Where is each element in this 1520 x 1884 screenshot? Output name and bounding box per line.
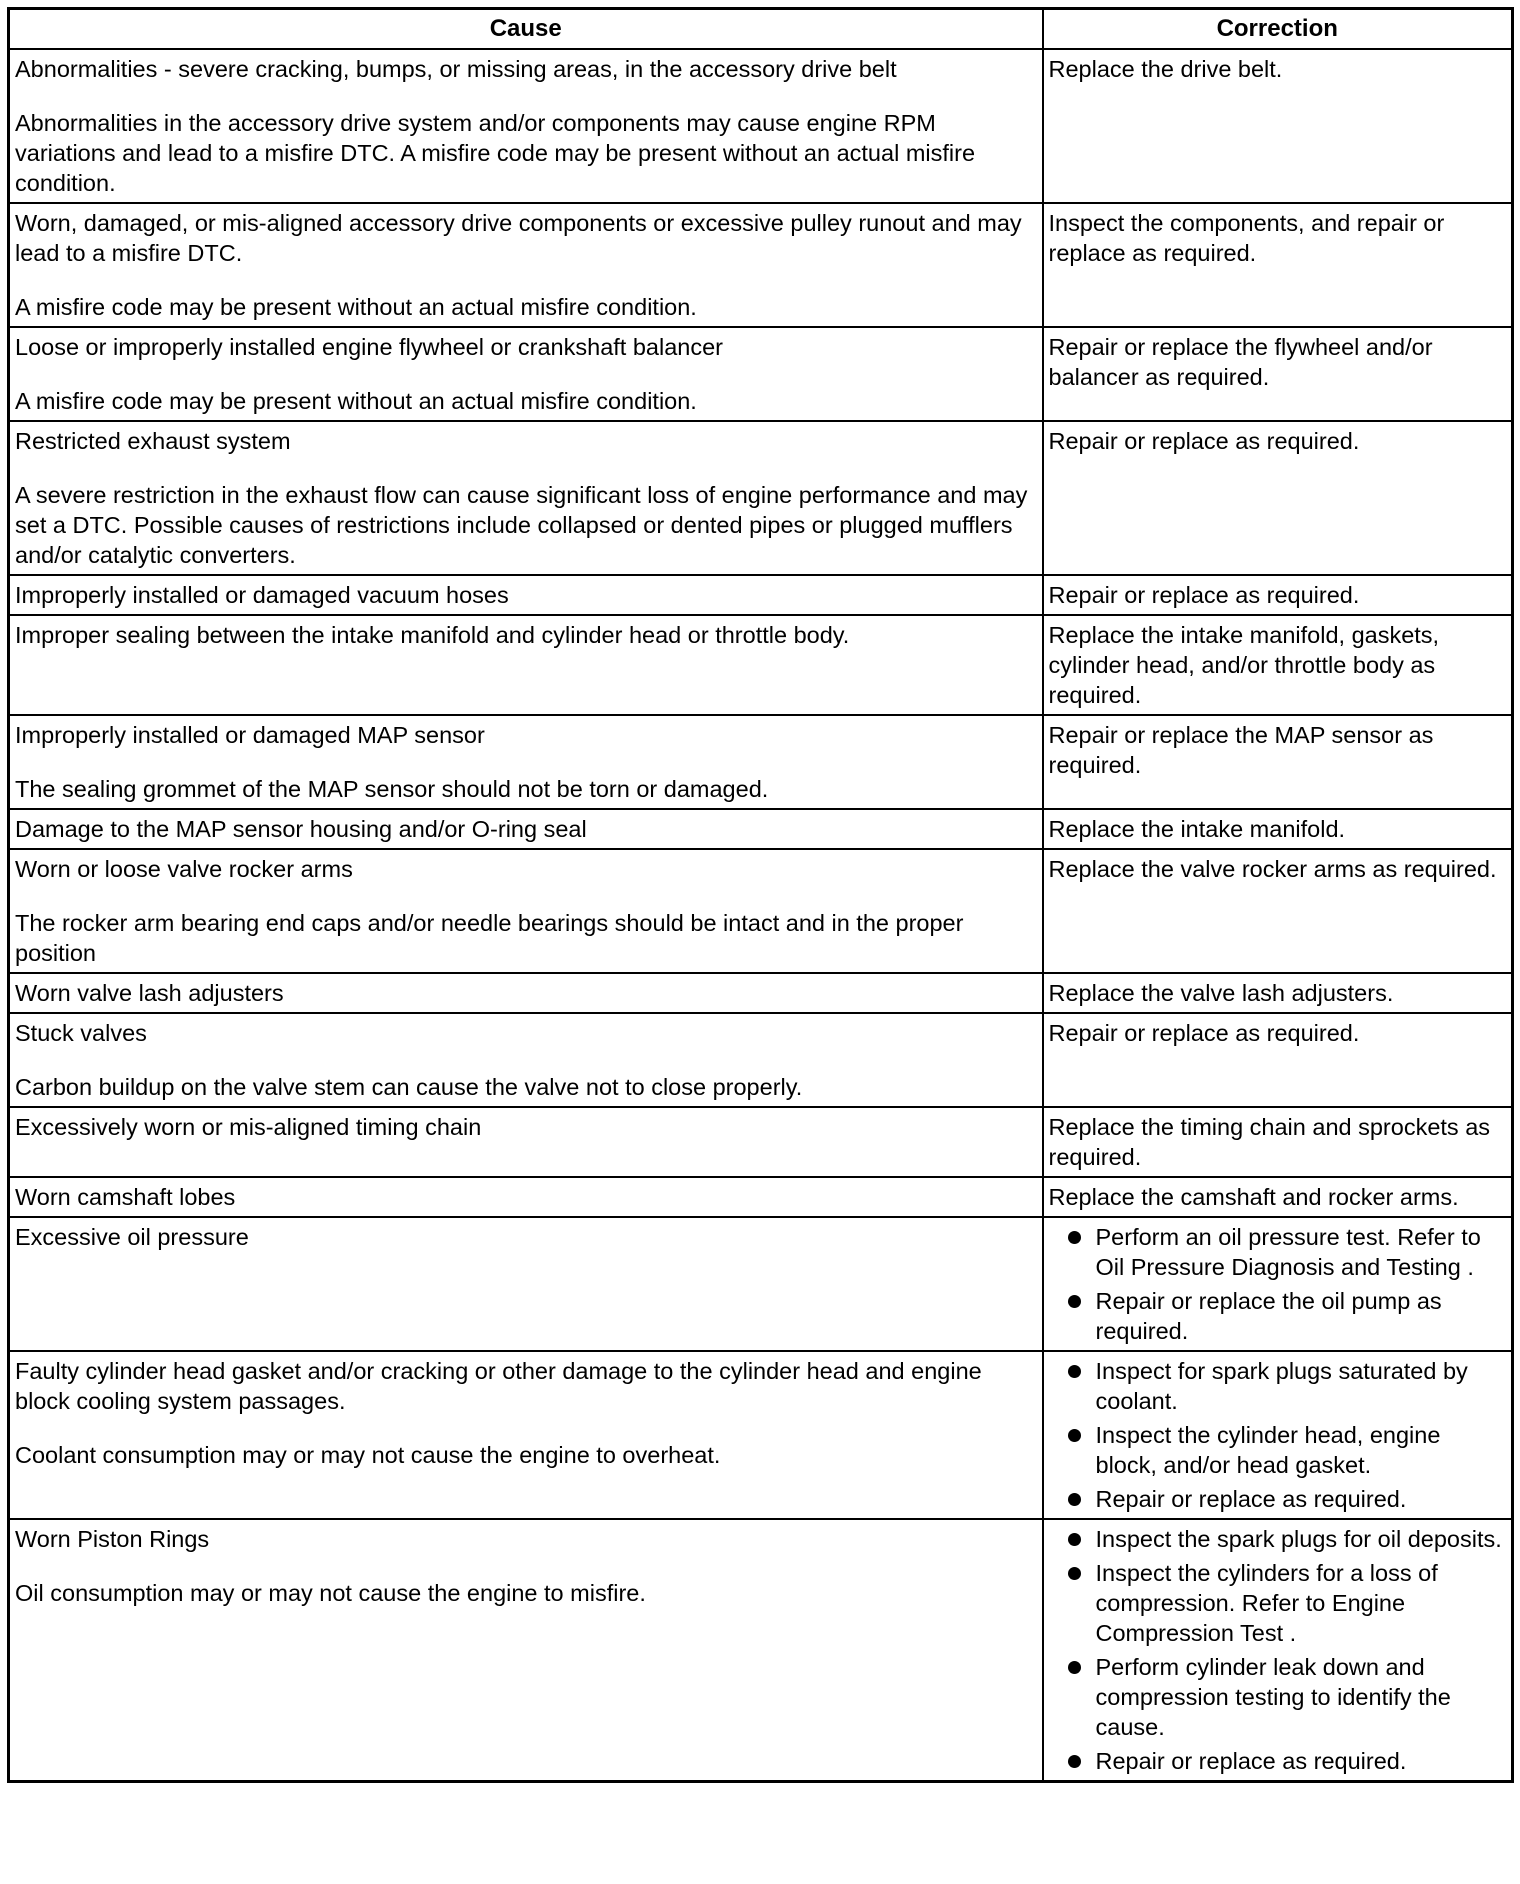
correction-text: Replace the drive belt. <box>1048 56 1283 82</box>
correction-bullet-list <box>1049 1524 1506 1776</box>
correction-bullet-item: Inspect for spark plugs saturated by coolant. <box>1049 1356 1506 1416</box>
correction-bullet-list <box>1049 1222 1506 1346</box>
correction-text: Repair or replace the flywheel and/or balancer as required. <box>1048 334 1433 390</box>
table-row <box>9 715 1513 809</box>
header-row <box>9 9 1513 50</box>
table-row <box>9 849 1513 973</box>
cause-text: Worn camshaft lobes <box>15 1184 236 1210</box>
cause-cell <box>9 973 1043 1013</box>
cause-cell <box>9 1351 1043 1519</box>
cause-cell <box>9 615 1043 715</box>
correction-bullet-item: Perform an oil pressure test. Refer to Oil Pressure Diagnosis and Testing . <box>1049 1222 1506 1282</box>
cause-note: Abnormalities in the accessory drive system and/or components may cause engine RPM variations and lead to a misfire DTC. A misfire code may be present without an actual misfire condition. <box>15 110 976 196</box>
table-row <box>9 1177 1513 1217</box>
cause-note: The sealing grommet of the MAP sensor should not be torn or damaged. <box>15 776 769 802</box>
cause-cell <box>9 49 1043 203</box>
table-row <box>9 1519 1513 1782</box>
cause-text: Worn, damaged, or mis-aligned accessory drive components or excessive pulley runout and may lead to a misfire DTC. <box>15 210 1022 266</box>
cause-text: Worn or loose valve rocker arms <box>15 856 353 882</box>
cause-cell <box>9 203 1043 327</box>
cause-text: Damage to the MAP sensor housing and/or O-ring seal <box>15 816 587 842</box>
correction-cell <box>1043 1217 1513 1351</box>
cause-cell <box>9 849 1043 973</box>
correction-text: Replace the valve rocker arms as required. <box>1048 856 1497 882</box>
cause-note: A misfire code may be present without an actual misfire condition. <box>15 294 697 320</box>
diagnostic-document <box>7 7 1511 1783</box>
cause-text: Abnormalities - severe cracking, bumps, or missing areas, in the accessory drive belt <box>15 56 897 82</box>
correction-text: Replace the timing chain and sprockets as required. <box>1048 1114 1491 1170</box>
cause-note: The rocker arm bearing end caps and/or needle bearings should be intact and in the proper position <box>15 910 964 966</box>
cause-note: Coolant consumption may or may not cause the engine to overheat. <box>15 1442 721 1468</box>
cause-note: A misfire code may be present without an actual misfire condition. <box>15 388 697 414</box>
correction-cell <box>1043 849 1513 973</box>
correction-text: Inspect the components, and repair or replace as required. <box>1048 210 1445 266</box>
cause-text: Excessive oil pressure <box>15 1224 249 1250</box>
correction-text: Repair or replace as required. <box>1048 1020 1360 1046</box>
table-row <box>9 49 1513 203</box>
table-row <box>9 575 1513 615</box>
cause-text: Worn Piston Rings <box>15 1526 210 1552</box>
cause-cell <box>9 809 1043 849</box>
correction-column-header: Correction <box>1043 9 1513 50</box>
correction-cell <box>1043 327 1513 421</box>
cause-cell <box>9 1177 1043 1217</box>
correction-cell <box>1043 203 1513 327</box>
cause-text: Stuck valves <box>15 1020 147 1046</box>
table-row <box>9 1013 1513 1107</box>
correction-bullet-item: Repair or replace the oil pump as required. <box>1049 1286 1506 1346</box>
cause-cell <box>9 575 1043 615</box>
table-row <box>9 421 1513 575</box>
correction-bullet-item: Repair or replace as required. <box>1049 1746 1506 1776</box>
cause-cell <box>9 421 1043 575</box>
cause-text: Improperly installed or damaged MAP sensor <box>15 722 485 748</box>
table-row <box>9 1107 1513 1177</box>
cause-text: Excessively worn or mis-aligned timing chain <box>15 1114 482 1140</box>
correction-cell <box>1043 575 1513 615</box>
correction-bullet-item: Inspect the cylinder head, engine block, and/or head gasket. <box>1049 1420 1506 1480</box>
correction-text: Replace the intake manifold, gaskets, cylinder head, and/or throttle body as required. <box>1048 622 1440 708</box>
cause-text: Improper sealing between the intake manifold and cylinder head or throttle body. <box>15 622 850 648</box>
table-row <box>9 203 1513 327</box>
correction-text: Repair or replace as required. <box>1048 582 1360 608</box>
cause-cell <box>9 1217 1043 1351</box>
correction-cell <box>1043 1177 1513 1217</box>
correction-cell <box>1043 715 1513 809</box>
correction-bullet-item: Inspect the cylinders for a loss of compression. Refer to Engine Compression Test . <box>1049 1558 1506 1648</box>
table-row <box>9 1351 1513 1519</box>
correction-cell <box>1043 615 1513 715</box>
cause-note: A severe restriction in the exhaust flow can cause significant loss of engine performance and may set a DTC. Possible causes of restrictions include collapsed or dented pipes or plugged mufflers and/or catalytic converters. <box>15 482 1028 568</box>
cause-text: Worn valve lash adjusters <box>15 980 284 1006</box>
cause-cell <box>9 327 1043 421</box>
cause-text: Improperly installed or damaged vacuum hoses <box>15 582 509 608</box>
cause-cell <box>9 1519 1043 1782</box>
correction-text: Replace the camshaft and rocker arms. <box>1048 1184 1459 1210</box>
cause-cell <box>9 1013 1043 1107</box>
cause-note: Oil consumption may or may not cause the engine to misfire. <box>15 1580 646 1606</box>
table-row <box>9 327 1513 421</box>
correction-cell <box>1043 1107 1513 1177</box>
correction-bullet-item: Repair or replace as required. <box>1049 1484 1506 1514</box>
table-row <box>9 809 1513 849</box>
correction-text: Replace the intake manifold. <box>1048 816 1346 842</box>
cause-correction-table <box>7 7 1514 1783</box>
correction-bullet-item: Perform cylinder leak down and compression testing to identify the cause. <box>1049 1652 1506 1742</box>
correction-cell <box>1043 973 1513 1013</box>
correction-cell <box>1043 1519 1513 1782</box>
correction-cell <box>1043 1013 1513 1107</box>
correction-text: Repair or replace as required. <box>1048 428 1360 454</box>
cause-cell <box>9 715 1043 809</box>
cause-note: Carbon buildup on the valve stem can cause the valve not to close properly. <box>15 1074 803 1100</box>
correction-cell <box>1043 49 1513 203</box>
cause-column-header: Cause <box>9 9 1043 50</box>
correction-cell <box>1043 421 1513 575</box>
table-row <box>9 1217 1513 1351</box>
table-row <box>9 615 1513 715</box>
cause-text: Faulty cylinder head gasket and/or cracking or other damage to the cylinder head and engine block cooling system passages. <box>15 1358 982 1414</box>
cause-text: Restricted exhaust system <box>15 428 291 454</box>
table-row <box>9 973 1513 1013</box>
correction-bullet-list <box>1049 1356 1506 1514</box>
correction-text: Repair or replace the MAP sensor as required. <box>1048 722 1434 778</box>
correction-cell <box>1043 809 1513 849</box>
correction-text: Replace the valve lash adjusters. <box>1048 980 1394 1006</box>
cause-cell <box>9 1107 1043 1177</box>
cause-text: Loose or improperly installed engine flywheel or crankshaft balancer <box>15 334 723 360</box>
correction-bullet-item: Inspect the spark plugs for oil deposits. <box>1049 1524 1506 1554</box>
correction-cell <box>1043 1351 1513 1519</box>
